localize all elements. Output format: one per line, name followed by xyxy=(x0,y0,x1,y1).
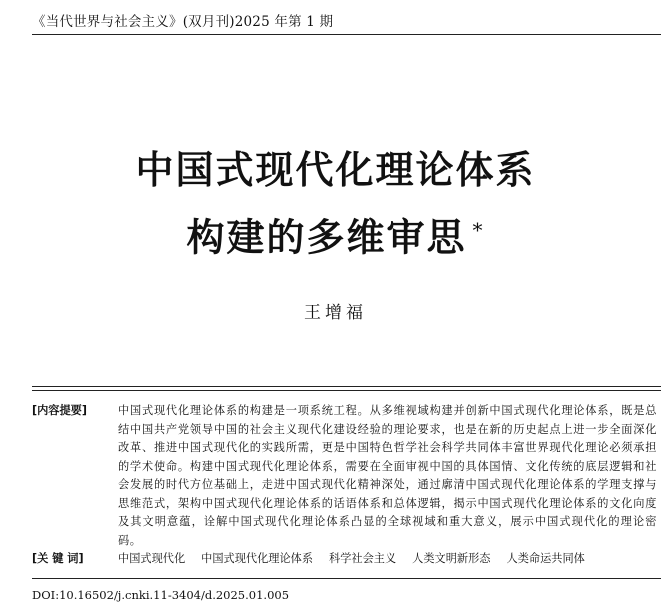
double-rule xyxy=(32,386,661,391)
abstract-label: [内容提要] xyxy=(32,404,87,417)
title-footnote-mark: * xyxy=(472,218,485,242)
journal-running-header: 《当代世界与社会主义》(双月刊)2025 年第 1 期 xyxy=(32,14,334,30)
keywords-label: [关 键 词] xyxy=(32,552,84,565)
doi-text: DOI:10.16502/j.cnki.11-3404/d.2025.01.005 xyxy=(32,588,290,602)
abstract-section xyxy=(32,402,657,569)
abstract-text: 中国式现代化理论体系的构建是一项系统工程。从多维视域构建并创新中国式现代化理论体系，既是总结中国共产党领导中国的社会主义现代化建设经验的理论要求，也是在新的历史起点上进一步全面深化改革、推进中国式现代化的实践所需，更是中国特色哲学社会科学共同体丰富世界现代化理论必须承担的学术使命。构建中国式现代化理论体系，需要在全面审视中国的具体国情、文化传统的底层逻辑和社会发展的时代方位基础上，走进中国式现代化精神深处，通过廓清中国式现代化理论体系的学理支撑与思维范式，架构中国式现代化理论体系的话语体系和总体逻辑，揭示中国式现代化理论体系的文化向度及其文明意蕴，诠解中国式现代化理论体系凸显的全球视域和重大意义，展示中国式现代化的理论密码。 xyxy=(118,404,657,547)
title-line-2-text: 构建的多维审思 xyxy=(186,215,467,260)
abstract-row xyxy=(32,402,657,550)
keyword-item: 中国式现代化理论体系 xyxy=(201,552,314,565)
keywords-row xyxy=(32,550,657,569)
keyword-list xyxy=(118,550,657,569)
header-rule xyxy=(32,34,661,35)
keyword-item: 中国式现代化 xyxy=(118,552,186,565)
footer-rule xyxy=(32,578,661,579)
keyword-item: 人类命运共同体 xyxy=(506,552,585,565)
author-name: 王增福 xyxy=(304,303,367,323)
keyword-item: 人类文明新形态 xyxy=(412,552,491,565)
title-line-2 xyxy=(0,200,671,268)
title-line-1: 中国式现代化理论体系 xyxy=(135,148,536,192)
keyword-item: 科学社会主义 xyxy=(329,552,397,565)
article-title xyxy=(0,140,671,268)
